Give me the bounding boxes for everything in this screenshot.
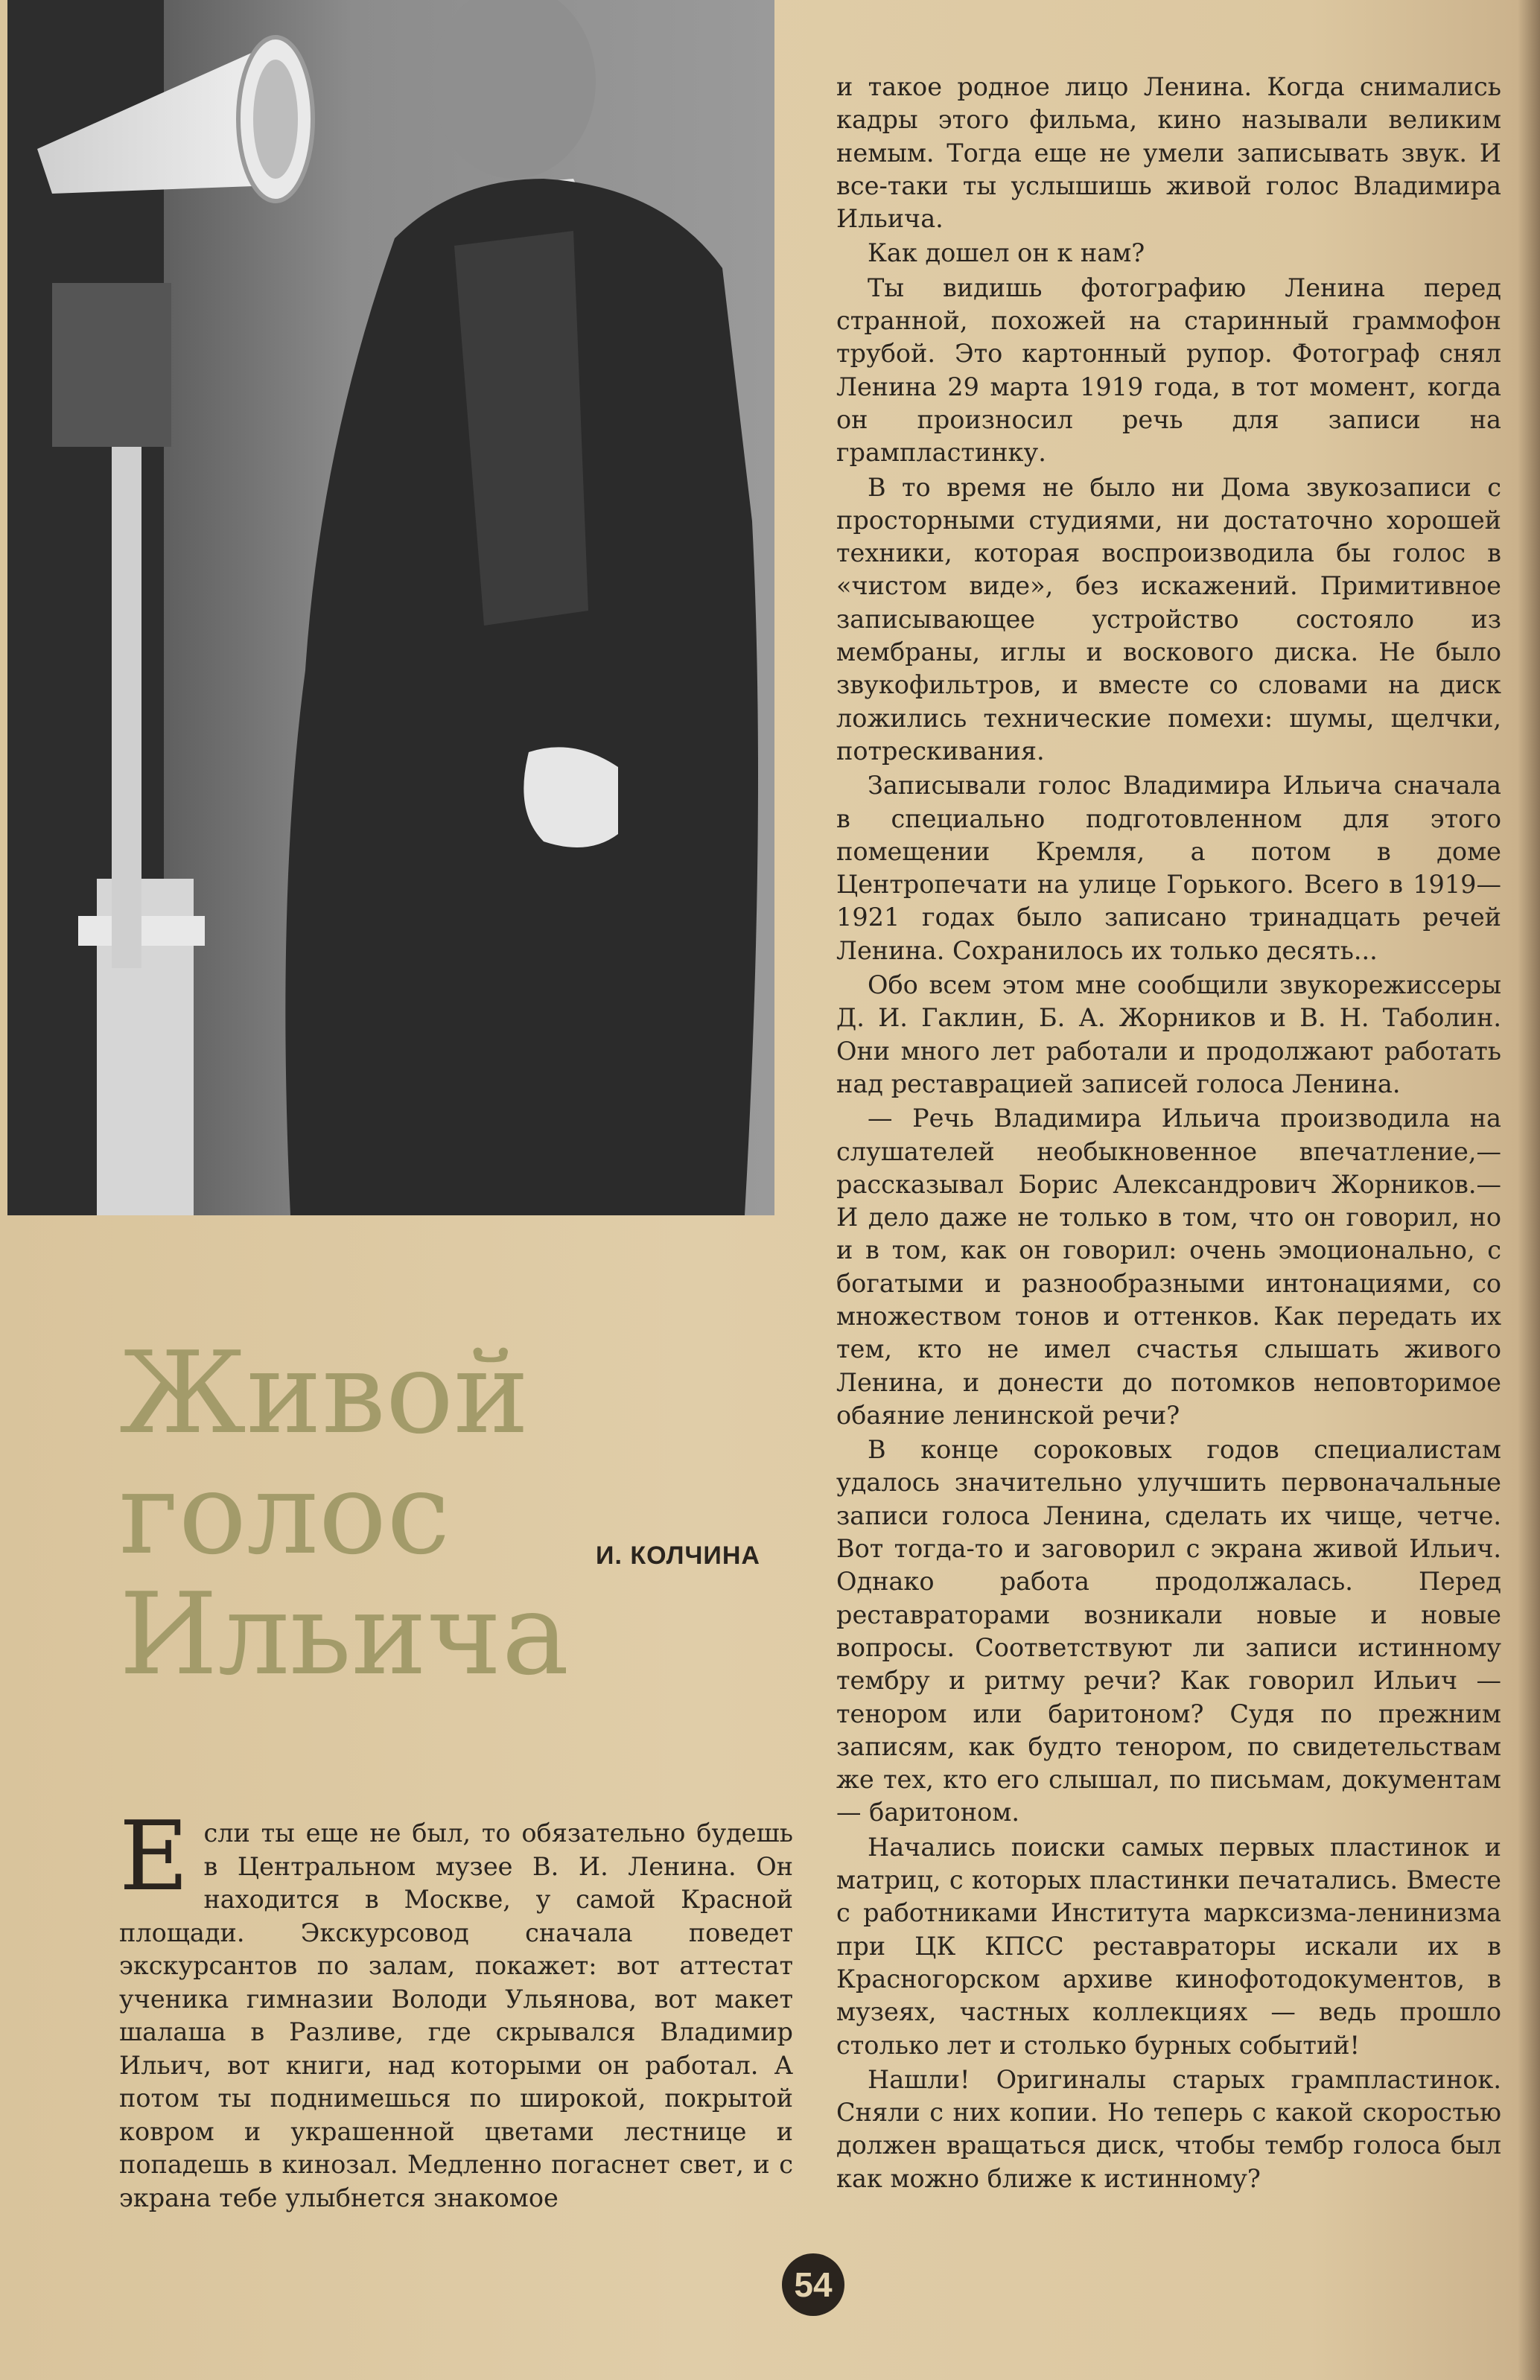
paragraph: В конце сороковых годов специалистам удалось значительно улучшить первоначальные записи голоса Ленина, сделать их чище, четче. Вот тогда-то и заговорил с экрана живой Ильич. Однако работа продолжалась. Перед реставраторами возникали новые и новые вопросы. Соответствуют ли записи истинному тембру и ритму речи? Как говорил Ильич — тенором или баритоном? Судя по прежним записям, как будто тенором, по свидетельствам же тех, кто его слышал, по письмам, документам — баритоном. — [836, 1435, 1501, 1827]
first-paragraph-text: сли ты еще не был, то обязательно будешь в Центральном музее В. И. Ленина. Он находится в Москве, у самой Красной площади. Экскурсовод сначала поведет экскурсантов по залам, покажет: вот аттестат ученика гимназии Володи Ульянова, вот макет шалаша в Разливе, где скрывался Владимир Ильич, вот книги, над которыми он работал. А потом ты поднимешься по широкой, покрытой ковром и украшенной цветами лестнице и попадешь в кинозал. Медленно погаснет свет, и с экрана тебе улыбнется знакомое — [119, 1819, 793, 2212]
paragraph: В то время не было ни Дома звукозаписи с просторными студиями, ни достаточно хорошей техники, которая воспроизводила бы голос в «чистом виде», без искажений. Примитивное записывающее устройство состояло из мембраны, иглы и воскового диска. Не было звукофильтров, и вместе со словами на диск ложились технические помехи: шумы, щелчки, потрескивания. — [836, 472, 1501, 766]
paragraph: Записывали голос Владимира Ильича сначала в специально подготовленном для этого помещении Кремля, а потом в доме Центропечати на улице Горького. Всего в 1919—1921 годах было записано тринадцать речей Ленина. Сохранилось их только десять... — [836, 771, 1501, 965]
paragraph: и такое родное лицо Ленина. Когда снимались кадры этого фильма, кино называли великим немым. Тогда еще не умели записывать звук. И все-таки ты услышишь живой голос Владимира Ильича. — [836, 72, 1501, 234]
left-text-column — [119, 1801, 793, 2216]
paragraph: Нашли! Оригиналы старых грампластинок. Сняли с них копии. Но теперь с какой скоростью должен вращаться диск, чтобы тембр голоса был как можно ближе к истинному? — [836, 2064, 1501, 2193]
paragraph: Как дошел он к нам? — [868, 238, 1145, 268]
paragraph: Начались поиски самых первых пластинок и матриц, с которых пластинки печатались. Вместе с работниками Института марксизма-ленинизма при ЦК КПСС реставраторы искали их в Красногорском архиве кинофотодокументов, в музеях, частных коллекциях — ведь прошло столько лет и столько бурных событий! — [836, 1832, 1501, 2060]
page-number: 54 — [782, 2253, 844, 2316]
drop-cap: Е — [119, 1801, 189, 1912]
paragraph: Обо всем этом мне сообщили звукорежиссеры Д. И. Гаклин, Б. А. Жорников и В. Н. Таболин. Они много лет работали и продолжают работать над реставрацией записей голоса Ленина. — [836, 970, 1501, 1098]
paragraph: — Речь Владимира Ильича производила на слушателей необыкновенное впечатление,—рассказывал Борис Александрович Жорников.— И дело даже не только в том, что он говорил, но и в том, как он говорил: очень эмоционально, с богатыми и разнообразными интонациями, со множеством тонов и оттенков. Как передать их тем, кто не имел счастья слышать живого Ленина, и донести до потомков неповторимое обаяние ленинской речи? — [836, 1104, 1501, 1430]
first-paragraph — [119, 1801, 793, 2215]
author-byline: И. КОЛЧИНА — [596, 1541, 760, 1570]
article-title — [119, 1327, 570, 1700]
title-line: голос — [119, 1448, 451, 1579]
right-text-column — [836, 71, 1501, 2197]
title-line: Живой — [119, 1327, 529, 1459]
page-edge-shadow — [1518, 0, 1540, 2380]
lenin-gramophone-photo-icon — [7, 0, 774, 1215]
title-line: Ильича — [119, 1568, 570, 1700]
paragraph: Ты видишь фотографию Ленина перед странной, похожей на старинный граммофон трубой. Это картонный рупор. Фотограф снял Ленина 29 марта 1919 года, в тот момент, когда он произносил речь для записи на грампластинку. — [836, 273, 1501, 468]
